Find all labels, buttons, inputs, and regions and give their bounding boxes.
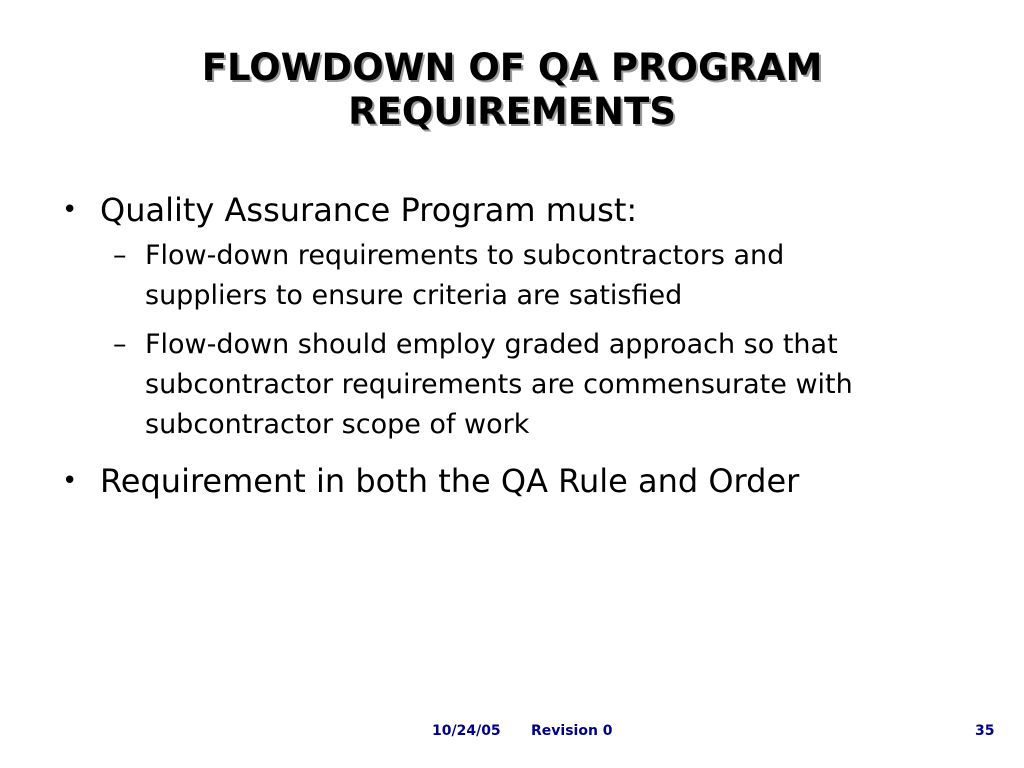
sub-item-2: [62, 325, 982, 445]
bullet-marker-icon: •: [62, 466, 78, 496]
sub-item-1-line-2: suppliers to ensure criteria are satisfied: [145, 280, 683, 311]
sub-item-2-line-2: subcontractor requirements are commensurate with: [145, 369, 853, 400]
bullet-item-2: [62, 459, 982, 503]
slide-title-line-1: FLOWDOWN OF QA PROGRAM: [201, 46, 823, 89]
sub-item-2-line-1: Flow-down should employ graded approach so that: [145, 329, 838, 360]
bullet-item-1: [62, 188, 982, 232]
slide-title: [40, 46, 984, 134]
bullet-marker-icon: •: [62, 195, 78, 225]
footer-revision: Revision 0: [531, 723, 613, 739]
footer-date: 10/24/05: [432, 723, 501, 739]
bullet-text-1: Quality Assurance Program must:: [100, 191, 638, 229]
slide-body: [62, 188, 982, 507]
bullet-text-2: Requirement in both the QA Rule and Order: [100, 462, 800, 500]
sub-item-2-line-3: subcontractor scope of work: [145, 409, 530, 440]
dash-marker-icon: –: [113, 240, 127, 271]
sub-item-1-line-1: Flow-down requirements to subcontractors and: [145, 240, 785, 271]
slide-title-line-2: REQUIREMENTS: [348, 90, 676, 133]
footer-page-number: 35: [975, 723, 995, 739]
dash-marker-icon: –: [113, 329, 127, 360]
sub-list: [62, 236, 982, 445]
sub-item-1: [62, 236, 982, 316]
